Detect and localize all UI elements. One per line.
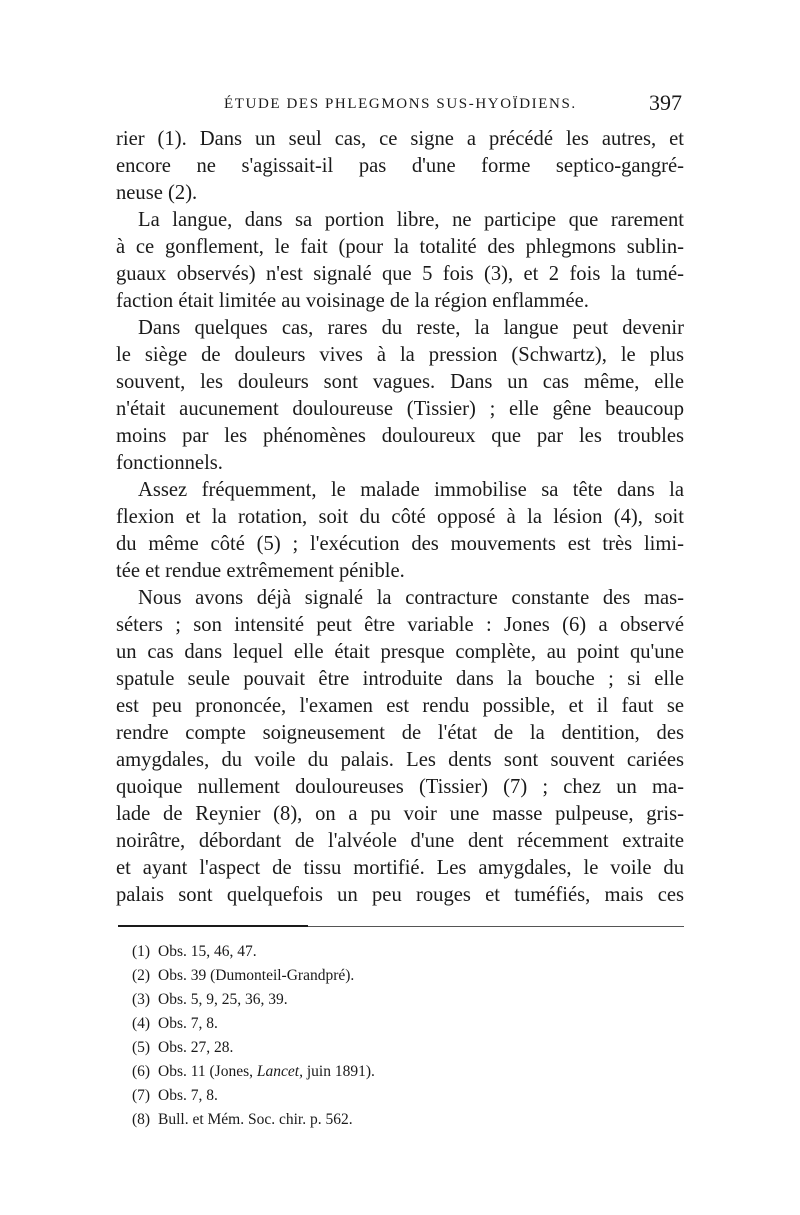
- footnote-mark: (7): [132, 1087, 151, 1104]
- footnote: [132, 1012, 375, 1036]
- body-line: rendre compte soigneusement de l'état de la dentition, des: [116, 722, 684, 744]
- body-line: amygdales, du voile du palais. Les dents sont souvent cariées: [116, 749, 684, 771]
- running-head: [118, 90, 682, 124]
- footnote-text: Obs. 11 (Jones,: [158, 1063, 257, 1080]
- footnote-mark: (4): [132, 1015, 151, 1032]
- footnote-text: Bull. et Mém. Soc. chir. p. 562.: [158, 1111, 353, 1128]
- body-line: noirâtre, débordant de l'alvéole d'une dent récemment extraite: [116, 830, 684, 852]
- body-line: encore ne s'agissait-il pas d'une forme septico-gangré-: [116, 155, 684, 177]
- body-line: séters ; son intensité peut être variable : Jones (6) a observé: [116, 614, 684, 636]
- footnote-text: Obs. 7, 8.: [158, 1087, 218, 1104]
- body-line: fonctionnels.: [116, 452, 223, 474]
- body-line: Dans quelques cas, rares du reste, la langue peut devenir: [138, 317, 684, 339]
- footnote: [132, 1108, 375, 1132]
- body-line: tée et rendue extrêmement pénible.: [116, 560, 405, 582]
- body-line: flexion et la rotation, soit du côté opposé à la lésion (4), soit: [116, 506, 684, 528]
- footnote-text: Obs. 39 (Dumonteil-Grandpré).: [158, 967, 355, 984]
- journal-title: Lancet,: [256, 1063, 303, 1080]
- footnote: [132, 1036, 375, 1060]
- footnote-mark: (5): [132, 1039, 151, 1056]
- body-line: n'était aucunement douloureuse (Tissier) ; elle gêne beaucoup: [116, 398, 684, 420]
- body-line: à ce gonflement, le fait (pour la totalité des phlegmons sublin-: [116, 236, 684, 258]
- body-line: spatule seule pouvait être introduite dans la bouche ; si elle: [116, 668, 684, 690]
- body-line: La langue, dans sa portion libre, ne participe que rarement: [138, 209, 684, 231]
- body-line: le siège de douleurs vives à la pression (Schwartz), le plus: [116, 344, 684, 366]
- body-line: neuse (2).: [116, 182, 198, 204]
- footnotes: [132, 940, 375, 1132]
- footnote-text: Obs. 15, 46, 47.: [158, 943, 257, 960]
- footnote-rule: [118, 925, 308, 927]
- footnote-text: Obs. 7, 8.: [158, 1015, 218, 1032]
- footnote-mark: (1): [132, 943, 151, 960]
- body-line: souvent, les douleurs sont vagues. Dans un cas même, elle: [116, 371, 684, 393]
- footnote-rule-extension: [308, 926, 684, 927]
- body-line: rier (1). Dans un seul cas, ce signe a précédé les autres, et: [116, 128, 684, 150]
- body-line: Assez fréquemment, le malade immobilise sa tête dans la: [138, 479, 684, 501]
- body-line: du même côté (5) ; l'exécution des mouvements est très limi-: [116, 533, 684, 555]
- running-title: ÉTUDE DES PHLEGMONS SUS-HYOÏDIENS.: [224, 96, 577, 112]
- footnote-mark: (6): [132, 1063, 151, 1080]
- footnote-text-end: juin 1891).: [302, 1063, 375, 1080]
- body-line: faction était limitée au voisinage de la région enflammée.: [116, 290, 589, 312]
- footnote-mark: (8): [132, 1111, 151, 1128]
- body-line: et ayant l'aspect de tissu mortifié. Les amygdales, le voile du: [116, 857, 684, 879]
- body-line: lade de Reynier (8), on a pu voir une masse pulpeuse, gris-: [116, 803, 684, 825]
- footnote-text: Obs. 5, 9, 25, 36, 39.: [158, 991, 288, 1008]
- body-line: quoique nullement douloureuses (Tissier) (7) ; chez un ma-: [116, 776, 684, 798]
- body-line: moins par les phénomènes douloureux que par les troubles: [116, 425, 684, 447]
- body-line: un cas dans lequel elle était presque complète, au point qu'une: [116, 641, 684, 663]
- footnote: [132, 1060, 375, 1084]
- body-line: est peu prononcée, l'examen est rendu possible, et il faut se: [116, 695, 684, 717]
- body-line: palais sont quelquefois un peu rouges et tuméfiés, mais ces: [116, 884, 684, 906]
- footnote-mark: (2): [132, 967, 151, 984]
- footnote: [132, 964, 375, 988]
- body-text: [116, 126, 684, 909]
- page-number: 397: [649, 90, 682, 115]
- body-line: Nous avons déjà signalé la contracture constante des mas-: [138, 587, 684, 609]
- footnote: [132, 1084, 375, 1108]
- body-line: guaux observés) n'est signalé que 5 fois (3), et 2 fois la tumé-: [116, 263, 684, 285]
- footnote: [132, 988, 375, 1012]
- footnote-text: Obs. 27, 28.: [158, 1039, 234, 1056]
- footnote: [132, 940, 375, 964]
- footnote-mark: (3): [132, 991, 151, 1008]
